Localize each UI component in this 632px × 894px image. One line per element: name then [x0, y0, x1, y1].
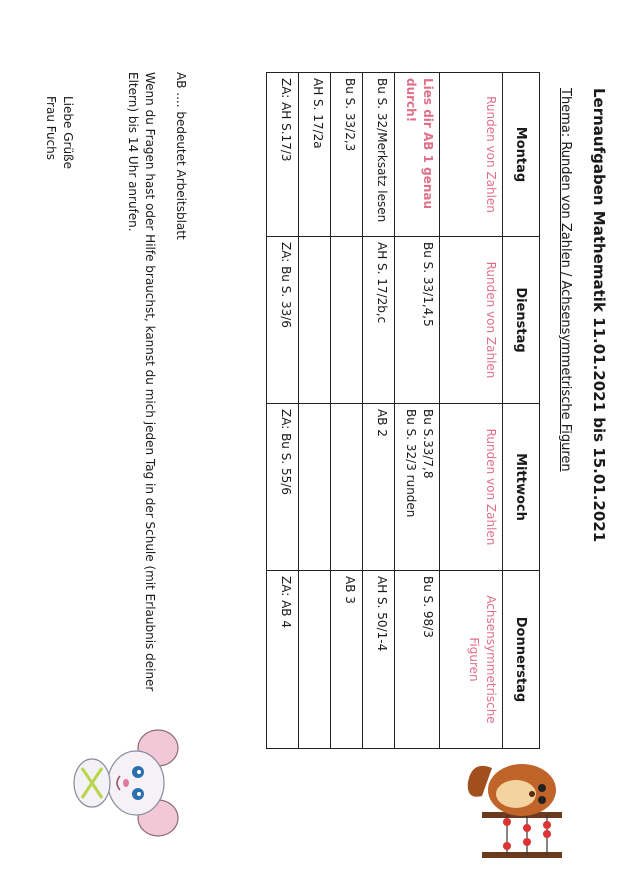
- cell-task-thursday-1: Bu S. 98/3: [395, 571, 440, 749]
- greeting: [42, 96, 76, 169]
- cell-task-wednesday-1: [395, 404, 440, 571]
- cell-extra-wednesday: ZA: Bu S. 55/6: [267, 404, 299, 571]
- cell-task-tuesday-1: Bu S. 33/1,4,5: [395, 237, 440, 404]
- cell-line: Bu S.33/7,8: [421, 409, 435, 479]
- table-row: [299, 73, 331, 749]
- cell-task-thursday-2: AH S. 50/1-4: [363, 571, 395, 749]
- page-title: Lernaufgaben Mathematik 11.01.2021 bis 15.01.2021: [590, 88, 608, 543]
- abbreviation-note: AB .... bedeutet Arbeitsblatt: [174, 72, 188, 240]
- cell-extra-monday: ZA: AH S.17/3: [267, 73, 299, 237]
- header-wednesday: Mittwoch: [503, 404, 540, 571]
- cell-task-tuesday-3: [331, 237, 363, 404]
- cell-extra-tuesday: ZA: Bu S. 33/6: [267, 237, 299, 404]
- help-info-text: Wenn du Fragen hast oder Hilfe brauchst, kannst du mich jeden Tag in der Schule (mit Erlaubnis deiner Eltern) bis 14 Uhr anrufen.: [126, 72, 157, 692]
- cell-task-monday-1: Lies dir AB 1 genau durch!: [395, 73, 440, 237]
- squirrel-abacus-illustration: [462, 760, 572, 864]
- greeting-line: Liebe Grüße: [61, 96, 75, 169]
- cell-topic-monday: Runden von Zahlen: [440, 73, 503, 237]
- cell-task-thursday-3: AB 3: [331, 571, 363, 749]
- table-row: [363, 73, 395, 749]
- cell-task-tuesday-2: AH S. 17/2b,c: [363, 237, 395, 404]
- cell-task-monday-4: AH S. 17/2a: [299, 73, 331, 237]
- table-header-row: [503, 73, 540, 749]
- cell-topic-tuesday: Runden von Zahlen: [440, 237, 503, 404]
- cell-task-wednesday-2: AB 2: [363, 404, 395, 571]
- table-row: [331, 73, 363, 749]
- cell-task-wednesday-3: [331, 404, 363, 571]
- table-row: [395, 73, 440, 749]
- weekly-plan-table: [266, 72, 540, 749]
- cell-task-monday-2: Bu S. 32/Merksatz lesen: [363, 73, 395, 237]
- cell-extra-thursday: ZA: AB 4: [267, 571, 299, 749]
- table-row: [267, 73, 299, 749]
- cell-topic-thursday: Achsensymmetrische Figuren: [440, 571, 503, 749]
- signature-name: Frau Fuchs: [44, 96, 58, 161]
- cell-task-wednesday-4: [299, 404, 331, 571]
- cell-topic-wednesday: Runden von Zahlen: [440, 404, 503, 571]
- topic-text: Runden von Zahlen / Achsensymmetrische Figuren: [558, 141, 573, 472]
- table-row: [440, 73, 503, 749]
- cell-task-thursday-4: [299, 571, 331, 749]
- cell-line: Bu S. 32/3 runden: [404, 409, 418, 518]
- header-tuesday: Dienstag: [503, 237, 540, 404]
- cell-task-monday-3: Bu S. 33/2,3: [331, 73, 363, 237]
- topic-line: [558, 88, 573, 472]
- header-thursday: Donnerstag: [503, 571, 540, 749]
- cell-task-tuesday-4: [299, 237, 331, 404]
- header-monday: Montag: [503, 73, 540, 237]
- topic-label: Thema:: [558, 88, 573, 138]
- mouse-illustration: [70, 728, 186, 838]
